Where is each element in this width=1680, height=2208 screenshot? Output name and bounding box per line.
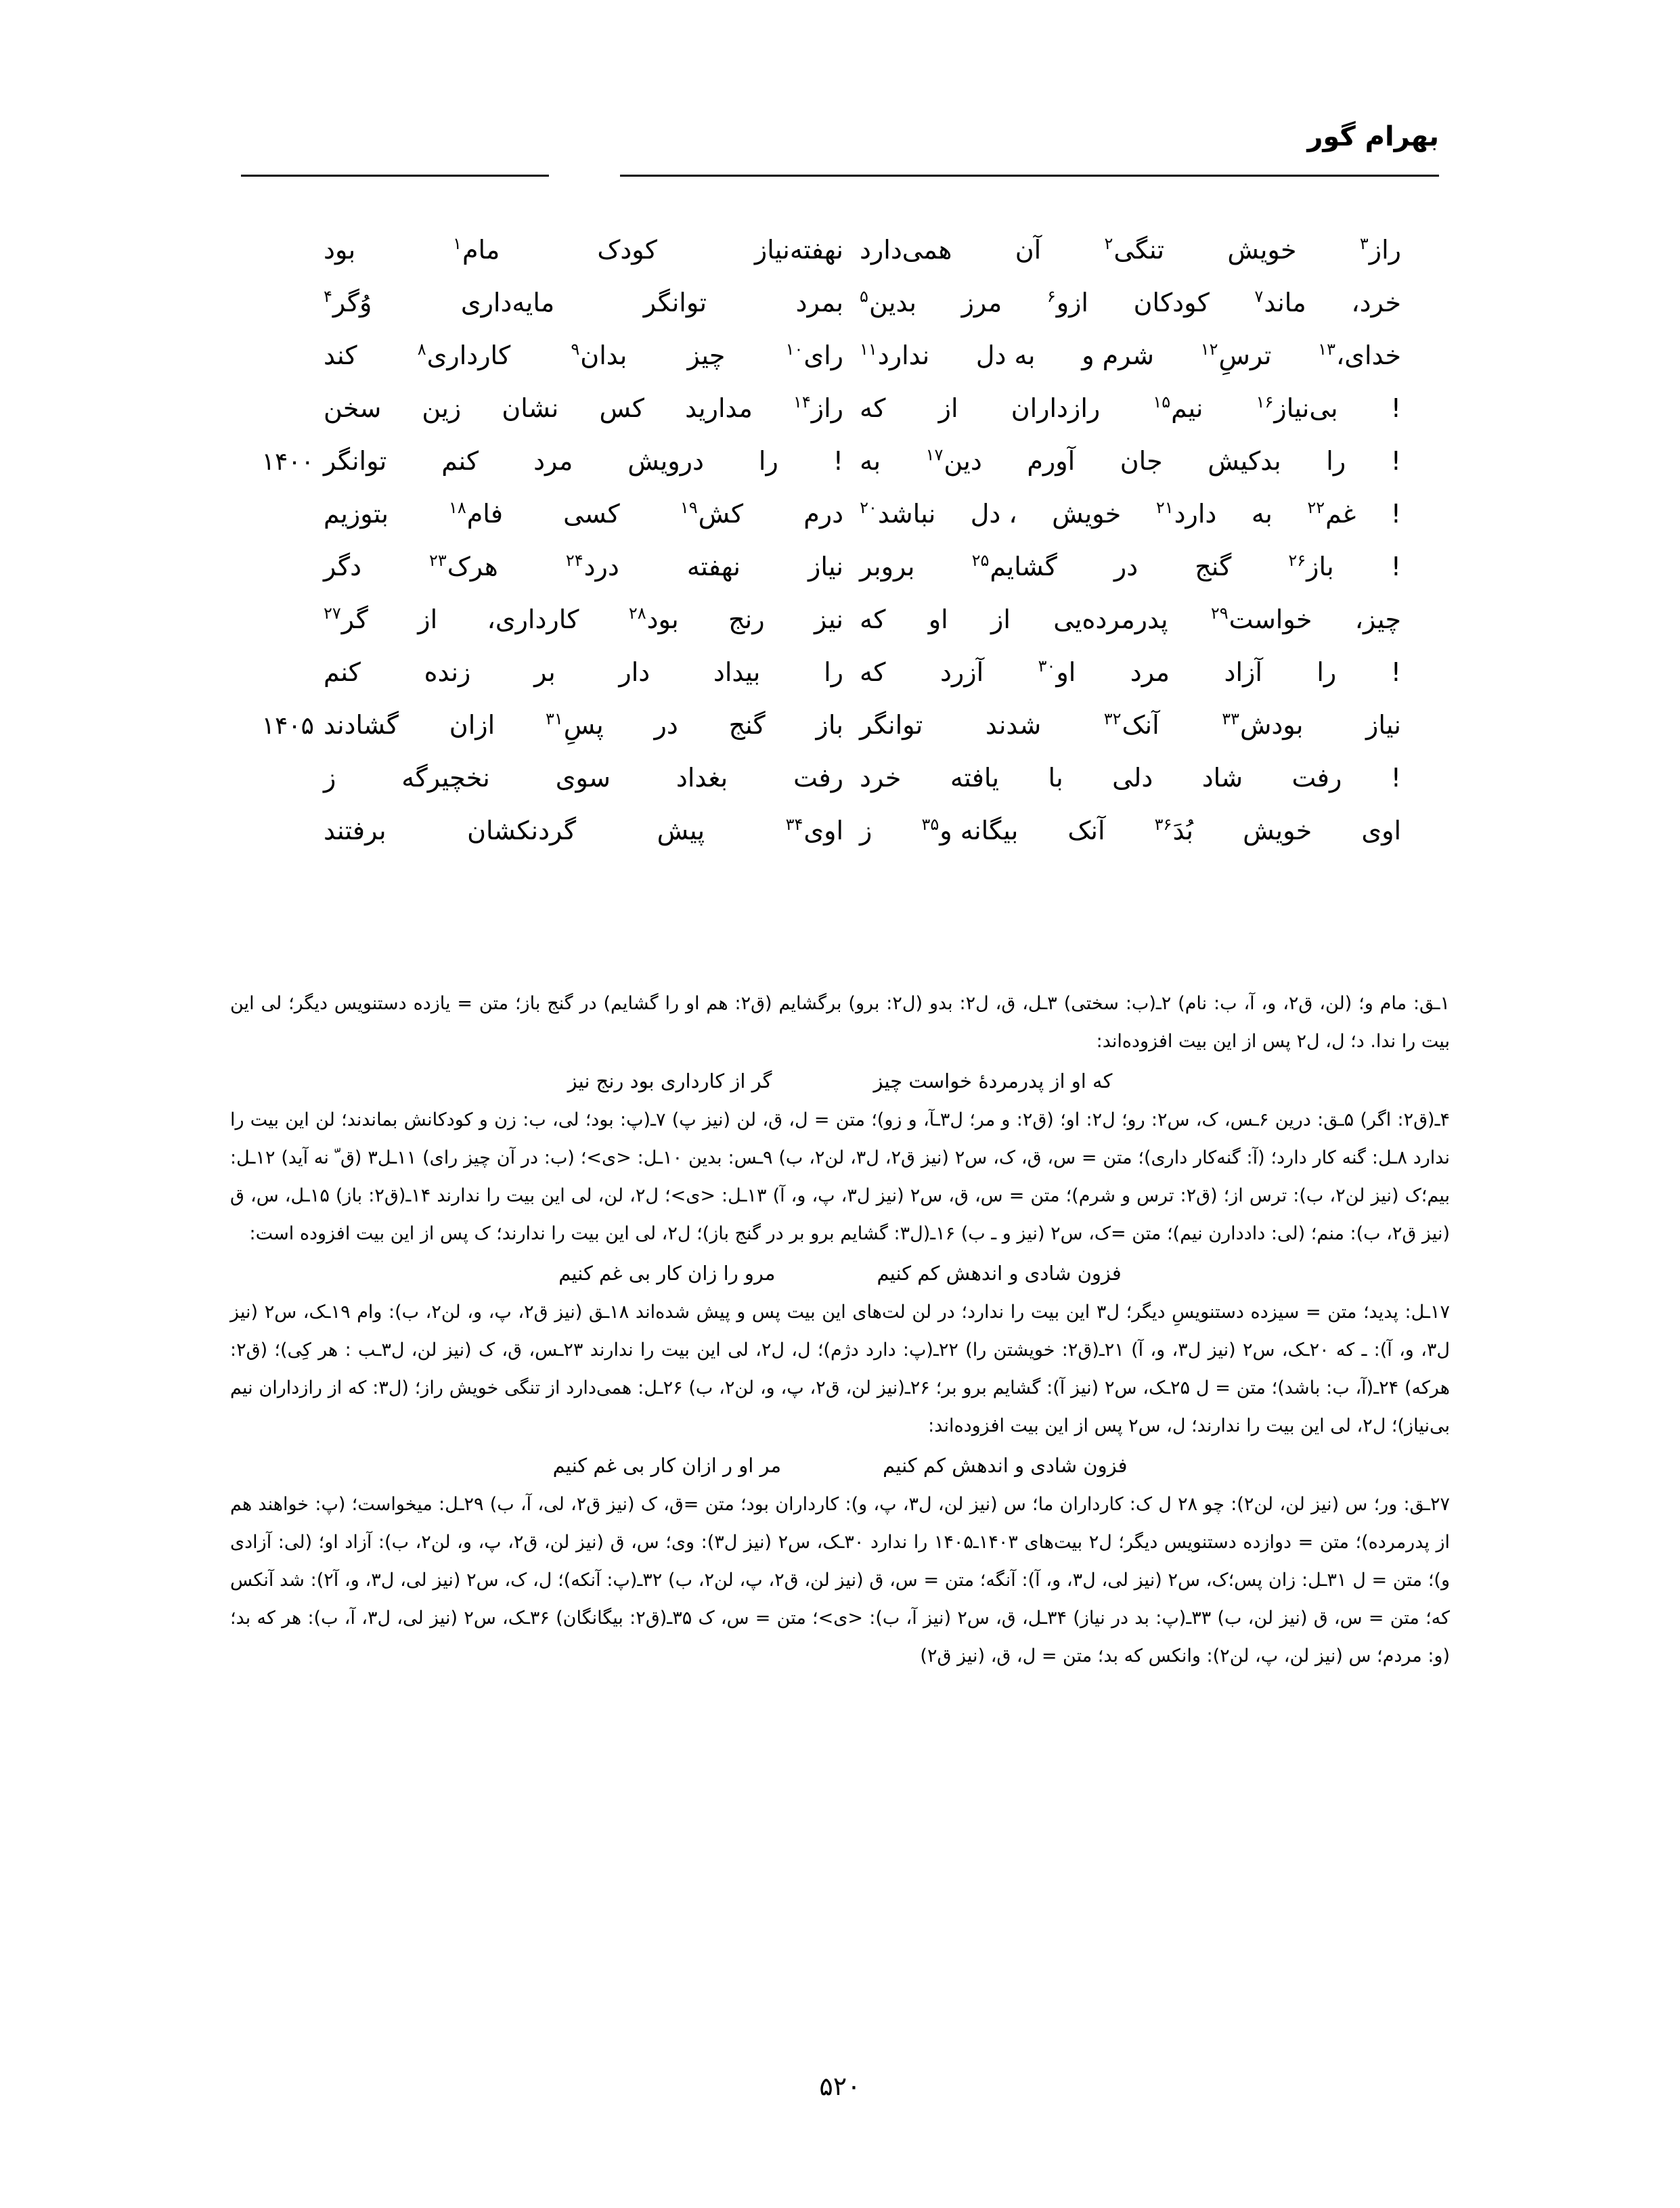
footnote-marker: ۱۲ xyxy=(1200,340,1218,359)
verse-word: رفت xyxy=(1291,763,1342,793)
verse-word: خدای،$^{۱۳}$ xyxy=(1318,340,1401,370)
hemistich-first xyxy=(241,804,850,857)
verse-word: پیش xyxy=(657,816,705,845)
verse-word: مرز xyxy=(961,288,1002,317)
footnote-marker: ۱۵ xyxy=(1153,393,1171,412)
verse-word: ترسِ$^{۱۲}$ xyxy=(1200,340,1272,370)
footnote-marker: ۱۱ xyxy=(860,340,877,359)
apparatus-paragraph: ۴ـ(ق۲: اگر) ۵ـق: درین ۶ـس، ک، س۲: رو؛ ل۲: او؛ (ق۲: و مر؛ ل۳ـآ، و زو)؛ متن = ل، ق، لن (نیز پ) ۷ـ(پ: بود؛ لی، ب: زن و کودکانش بماندند؛ لن این بیت را ندارد ۸ـل: گنه کار دارد؛ (آ: گنه‌کار داری)؛ متن = س، ق، ک، س۲ (نیز ق۲، ل۳، لن۲، ب) ۹ـس: بدین ۱۰ـل: <ی>؛ (ب: در آن چیز رای) ۱۱ـل۳ (ق ّ نه آید) ۱۲ـل: بیم؛ک (نیز لن۲، ب): ترس از؛ (ق۲: ترس و شرم)؛ متن = س، ق، س۲ (نیز ل۳، پ، و، آ) ۱۳ـل: <ی>؛ ل۲، لن، لی این بیت را ندارند ۱۴ـ(ق۲: باز) ۱۵ـل، س، ق (نیز ق۲، ب): منم؛ (لی: داددارن نیم)؛ متن =ک، س۲ (نیز و ـ ب) ۱۶ـ(ل۳: گشایم برو بر در گنج باز)؛ ل۲، لی این بیت را ندارند؛ ک پس از این بیت افزوده است: xyxy=(230,1109,1451,1244)
verse-word: بدان$^۹$ xyxy=(571,340,627,370)
footnote-marker: ۳ xyxy=(1359,234,1369,254)
verse-word: برفتند xyxy=(324,816,386,845)
verse-word: ! xyxy=(1390,552,1401,581)
verse-word: ! xyxy=(1390,393,1401,423)
quote-hemistich-first: مر او ر ازان کار بی غم کنیم xyxy=(552,1454,782,1477)
verse-word: هرک$^{۲۳}$ xyxy=(429,551,498,581)
verse-word: را xyxy=(1326,446,1346,476)
apparatus-paragraph: ۱۷ـل: پدید؛ متن = سیزده دستنویسِ دیگر؛ ل۳ این بیت را ندارد؛ در لن لت‌های این بیت پس و پیش شده‌اند ۱۸ـق (نیز ق۲، پ، و، لن۲، ب): وام ۱۹ـک، س۲ (نیز ل۳، و، آ): ـ که ۲۰ـک، س۲ (نیز ل۳، و، آ) ۲۱ـ(ق۲: خویشتن را) ۲۲ـ(پ: دارد دژم)؛ ل، ل۲، لی این بیت را ندارند ۲۳ـس، ق، ک (نیز لن، ل۳ـب : هر کِی)؛ (ق۲: هرکه) ۲۴ـ(آ، ب: باشد)؛ متن = ل ۲۵ـک، س۲ (نیز آ): گشایم برو بر؛ ۲۶ـ(نیز لن، ق۲، پ، و، لن۲، ب) ۲۶ـل: همی‌دارد از تنگی خویش راز؛ (ل۳: که از رازداران نیم بی‌نیاز)؛ ل۲، لی این بیت را ندارند؛ ل، س۲ پس از این بیت افزوده‌اند: xyxy=(230,1302,1450,1436)
hemistich-first xyxy=(241,540,850,593)
hemistich-second xyxy=(850,435,1439,487)
hemistich-second xyxy=(850,751,1439,804)
verse-word: نخچیرگه xyxy=(401,763,490,793)
apparatus-paragraph: ۲۷ـق: ور؛ س (نیز لن، لن۲): چو ۲۸ ل ک: کارداران ما؛ س (نیز لن، ل۳، پ، و): کارداران بود؛ متن =ق، ک (نیز ق۲، لی، آ، ب) ۲۹ـل: میخواست؛ (پ: خواهند هم از پدرمرده)؛ متن = دوازده دستنویس دیگر؛ ل۲ بیت‌های ۱۴۰۳ـ۱۴۰۵ را ندارد ۳۰ـک، س۲ (نیز ل۳): وی؛ س، ق (نیز لن، ق۲، پ، و، لن۲، ب): آزاد او؛ (لی: آزادی و)؛ متن = ل ۳۱ـل: زان پس؛ک، س۲ (نیز لی، ل۳، و، آ): آنگه؛ متن = س، ق (نیز لن، ق۲، پ، لن۲، ب) ۳۲ـ(پ: آنکه)؛ ل، ک، س۲ (نیز لی، ل۳، و، آ۲): شد آنکس که؛ متن = س، ق (نیز لن، ب) ۳۳ـ(پ: بد در نیاز) ۳۴ـل، ق، س۲ (نیز آ، ب): <ی>؛ متن = س، ک ۳۵ـ(ق۲: بیگانگان) ۳۶ـک، س۲ (نیز لی، ل۳، آ، ب): هر که بد؛ (و: مردم؛ س (نیز لن، پ، لن۲): وانکس که بد؛ متن = ل، ق، (نیز ق۲) xyxy=(230,1494,1451,1666)
verse-word: ! xyxy=(833,446,843,476)
footnote-marker: ۱۸ xyxy=(448,498,466,518)
footnote-marker: ۱۴ xyxy=(793,393,811,412)
hemistich-words xyxy=(314,487,850,540)
hemistich-second xyxy=(850,223,1439,276)
hemistich-first xyxy=(241,751,850,804)
verse-word: گنج xyxy=(728,710,766,740)
running-head xyxy=(241,121,1439,183)
hemistich-second xyxy=(850,646,1439,699)
verse-word: مرد xyxy=(1130,657,1170,687)
verse-word: بود$^{۲۸}$ xyxy=(628,604,679,634)
hemistich-second xyxy=(850,382,1439,435)
verse-word: خواست$^{۲۹}$ xyxy=(1210,604,1312,634)
verse-word: ز xyxy=(860,816,872,845)
verse-word: شاد xyxy=(1201,763,1243,793)
textual-apparatus xyxy=(230,985,1450,1675)
footnote-marker: ۹ xyxy=(571,340,580,359)
verse-word: شدند xyxy=(985,710,1042,740)
hemistich-second xyxy=(850,276,1439,329)
verse-word: گنج xyxy=(1195,552,1232,581)
verse-word: بمرد xyxy=(795,288,843,317)
verse-word: که xyxy=(860,657,886,687)
verse-word: مرد xyxy=(533,446,573,476)
hemistich-words xyxy=(850,699,1439,751)
verse-word: زین xyxy=(422,393,462,423)
verse-word: زنده xyxy=(424,657,471,687)
footnote-marker: ۲۲ xyxy=(1307,498,1325,518)
verse-line xyxy=(241,435,1439,487)
verse-word: ازو$^۶$ xyxy=(1046,287,1088,317)
header-rule-left xyxy=(241,175,549,177)
verse-word: را xyxy=(824,657,843,687)
verse-word: ندارد$^{۱۱}$ xyxy=(860,340,930,370)
verse-word: نیاز xyxy=(808,552,843,581)
verse-word: ازان xyxy=(449,710,495,740)
verse-word: گشایم$^{۲۵}$ xyxy=(971,551,1057,581)
verse-word: رنج xyxy=(728,604,765,634)
verse-word: باز xyxy=(816,710,843,740)
verse-line xyxy=(241,804,1439,857)
hemistich-words xyxy=(850,646,1439,699)
verse-word: را xyxy=(758,446,778,476)
verse-word: درد$^{۲۴}$ xyxy=(565,551,619,581)
footnote-marker: ۳۴ xyxy=(785,815,803,835)
hemistich-first xyxy=(241,435,850,489)
verse-word: مایه‌داری xyxy=(460,288,555,317)
verse-word: غم$^{۲۲}$ xyxy=(1307,498,1356,529)
quote-hemistich-first: مرو را زان کار بی غم کنیم xyxy=(558,1262,776,1285)
hemistich-words xyxy=(850,382,1439,435)
verse-word: نیاز xyxy=(1366,710,1401,740)
hemistich-words xyxy=(314,751,850,804)
apparatus-verse-quote xyxy=(230,1447,1450,1484)
footnote-marker: ۱ xyxy=(453,234,462,254)
verse-word: با xyxy=(1048,763,1063,793)
hemistich-first xyxy=(241,223,850,276)
verse-word: کنم xyxy=(324,657,361,687)
verse-word: دار xyxy=(619,657,650,687)
hemistich-first xyxy=(241,646,850,699)
verse-word: گشادند xyxy=(324,710,399,740)
hemistich-words xyxy=(850,223,1439,276)
hemistich-words xyxy=(850,751,1439,804)
verse-word: به دل xyxy=(975,340,1036,370)
hemistich-words xyxy=(314,276,850,329)
verse-word: ! xyxy=(1390,499,1401,529)
verse-word: بروبر xyxy=(860,552,915,581)
verse-word: در xyxy=(654,710,678,740)
verse-line xyxy=(241,751,1439,804)
quote-hemistich-second: فزون شادی و اندهش کم کنیم xyxy=(883,1454,1128,1477)
verse-word: نیز xyxy=(814,604,843,634)
verse-word: که xyxy=(860,393,886,423)
footnote-marker: ۷ xyxy=(1254,287,1264,307)
footnote-marker: ۲۹ xyxy=(1210,604,1229,623)
verse-line xyxy=(241,646,1439,699)
hemistich-words xyxy=(850,540,1439,593)
apparatus-verse-quote xyxy=(230,1062,1450,1100)
hemistich-words xyxy=(314,329,850,382)
hemistich-words xyxy=(850,487,1439,540)
hemistich-first xyxy=(241,699,850,753)
verse-word: باز$^{۲۶}$ xyxy=(1288,551,1334,581)
verse-word: کس xyxy=(599,393,644,423)
verse-word: در xyxy=(1113,552,1139,581)
apparatus-verse-quote xyxy=(230,1254,1450,1292)
verse-word: آزاد xyxy=(1224,657,1262,687)
hemistich-words xyxy=(850,329,1439,382)
verse-line xyxy=(241,276,1439,329)
verse-word: سوی xyxy=(555,763,611,793)
verse-word: راز$^۳$ xyxy=(1359,234,1401,265)
verse-word: خویش xyxy=(1243,816,1312,845)
hemistich-second xyxy=(850,540,1439,593)
verse-word: رفت xyxy=(793,763,843,793)
verse-word: بر xyxy=(534,657,556,687)
verse-word: از xyxy=(418,604,438,634)
hemistich-first xyxy=(241,276,850,329)
verse-word: راز$^{۱۴}$ xyxy=(793,393,843,423)
verse-word: او xyxy=(928,604,948,634)
verse-word: دلی xyxy=(1112,763,1153,793)
verse-number: ۱۴۰۵ xyxy=(261,712,314,740)
verse-word: جان xyxy=(1120,446,1163,476)
footnote-marker: ۲۵ xyxy=(971,551,990,571)
verse-word: ! xyxy=(1390,763,1401,793)
verse-word: خویش xyxy=(1227,235,1297,265)
verse-word: توانگر xyxy=(324,446,387,476)
footnote-marker: ۲ xyxy=(1104,234,1113,254)
verse-word: بیگانه و$^{۳۵}$ xyxy=(921,815,1019,845)
verse-word: ماند$^۷$ xyxy=(1254,287,1306,317)
verse-line xyxy=(241,540,1439,593)
verse-word: خرد، xyxy=(1351,288,1401,317)
hemistich-words xyxy=(314,435,850,487)
footnote-marker: ۲۶ xyxy=(1288,551,1306,571)
verse-word: بغداد xyxy=(676,763,728,793)
footnote-marker: ۱۹ xyxy=(680,498,698,518)
verse-word: ! xyxy=(1390,446,1401,476)
footnote-marker: ۱۳ xyxy=(1318,340,1335,359)
verse-line xyxy=(241,223,1439,276)
verse-word: ز xyxy=(324,763,336,793)
verse-word: بی‌نیاز$^{۱۶}$ xyxy=(1256,393,1338,423)
hemistich-first xyxy=(241,329,850,382)
verse-word: کارداری، xyxy=(487,604,579,634)
hemistich-words xyxy=(850,435,1439,487)
footnote-marker: ۲۳ xyxy=(429,551,447,571)
verse-word: مام$^۱$ xyxy=(453,234,500,265)
verse-word: مدارید xyxy=(685,393,753,423)
footnote-marker: ۵ xyxy=(860,287,868,307)
footnote-marker: ۳۶ xyxy=(1154,815,1172,835)
hemistich-second xyxy=(850,804,1439,857)
quote-hemistich-second: که او از پدرمردهٔ خواست چیز xyxy=(873,1069,1113,1092)
hemistich-words xyxy=(850,804,1439,857)
verse-word: آنک xyxy=(1067,816,1105,845)
footnote-marker: ۲۴ xyxy=(565,551,583,571)
verse-word: ، دل xyxy=(970,499,1017,529)
hemistich-second xyxy=(850,593,1439,646)
footnote-marker: ۴ xyxy=(324,287,332,307)
verse-word: تنگی$^۲$ xyxy=(1104,234,1165,265)
hemistich-words xyxy=(314,804,850,857)
verse-word: دین$^{۱۷}$ xyxy=(925,445,982,476)
hemistich-first xyxy=(241,382,850,435)
hemistich-second xyxy=(850,329,1439,382)
verse-word: رای$^{۱۰}$ xyxy=(785,340,843,370)
verse-word: نباشد$^{۲۰}$ xyxy=(860,498,936,529)
footnote-marker: ۲۰ xyxy=(860,498,877,518)
verse-word: کودک xyxy=(597,235,657,265)
hemistich-words xyxy=(314,540,850,593)
verse-line xyxy=(241,382,1439,435)
hemistich-words xyxy=(850,593,1439,646)
verse-word: از xyxy=(938,393,958,423)
verse-number: ۱۴۰۰ xyxy=(261,448,314,476)
verse-word: بدین$^۵$ xyxy=(860,287,916,317)
verse-word: که xyxy=(860,604,886,634)
verse-word: بود xyxy=(324,235,356,265)
verse-word: شرم و xyxy=(1082,340,1154,370)
footnote-marker: ۳۲ xyxy=(1103,709,1122,729)
verse-word: آورم xyxy=(1027,446,1076,476)
footnote-marker: ۲۱ xyxy=(1155,498,1174,518)
hemistich-words xyxy=(850,276,1439,329)
hemistich-words xyxy=(314,699,850,751)
verse-word: بتوزیم xyxy=(324,499,389,529)
hemistich-second xyxy=(850,699,1439,751)
verse-line xyxy=(241,487,1439,540)
verse-word: از xyxy=(991,604,1011,634)
verse-word: درم xyxy=(803,499,843,529)
verse-word: دگر xyxy=(324,552,361,581)
verse-word: فام$^{۱۸}$ xyxy=(448,498,504,529)
verse-word: آنک$^{۳۲}$ xyxy=(1103,709,1159,740)
hemistich-second xyxy=(850,487,1439,540)
footnote-marker: ۲۸ xyxy=(628,604,646,623)
hemistich-first xyxy=(241,487,850,540)
footnote-marker: ۱۶ xyxy=(1256,393,1274,412)
verse-word: دارد$^{۲۱}$ xyxy=(1155,498,1217,529)
verse-line xyxy=(241,329,1439,382)
footnote-marker: ۱۷ xyxy=(925,445,944,465)
running-title: بهرام گور xyxy=(1307,121,1439,152)
verse-word: سخن xyxy=(324,393,382,423)
verse-word: همی‌دارد xyxy=(860,235,952,265)
verse-word: پسِ$^{۳۱}$ xyxy=(545,709,604,740)
hemistich-words xyxy=(314,382,850,435)
footnote-marker: ۶ xyxy=(1046,287,1056,307)
footnote-marker: ۳۵ xyxy=(921,815,940,835)
verse-word: کش$^{۱۹}$ xyxy=(680,498,744,529)
verse-word: کنم xyxy=(441,446,479,476)
verse-word: اوی xyxy=(1361,816,1401,845)
verse-word: پدرمرده‌یی xyxy=(1053,604,1168,634)
verse-word: کسی xyxy=(563,499,620,529)
verse-word: درویش xyxy=(627,446,704,476)
verse-word: نیم$^{۱۵}$ xyxy=(1153,393,1203,423)
verse-block xyxy=(241,223,1439,857)
verse-word: توانگر xyxy=(860,710,923,740)
verse-word: بُدَ$^{۳۶}$ xyxy=(1154,815,1193,845)
quote-hemistich-second: فزون شادی و اندهش کم کنیم xyxy=(877,1262,1122,1285)
verse-word: بودش$^{۳۳}$ xyxy=(1222,709,1304,740)
verse-word: نهفته xyxy=(686,552,740,581)
page-number: ۵۲۰ xyxy=(819,2071,861,2101)
footnote-marker: ۳۱ xyxy=(545,709,563,729)
verse-word: رازداران xyxy=(1011,393,1101,423)
verse-word: چیز، xyxy=(1354,604,1401,634)
verse-word: کارداری$^۸$ xyxy=(417,340,511,370)
verse-word: نهفته‌نیاز xyxy=(754,235,843,265)
verse-line xyxy=(241,699,1439,751)
hemistich-first xyxy=(241,593,850,646)
verse-word: وُگر$^۴$ xyxy=(324,287,372,317)
verse-word: توانگر xyxy=(643,288,707,317)
footnote-marker: ۳۳ xyxy=(1222,709,1239,729)
footnote-marker: ۸ xyxy=(417,340,426,359)
hemistich-words xyxy=(314,593,850,646)
quote-hemistich-first: گر از کارداری بود رنج نیز xyxy=(567,1069,772,1092)
hemistich-words xyxy=(314,646,850,699)
footnote-marker: ۱۰ xyxy=(785,340,803,359)
verse-word: او$^{۳۰}$ xyxy=(1038,657,1076,687)
verse-word: خویش xyxy=(1052,499,1122,529)
verse-word: آن xyxy=(1015,235,1042,265)
verse-word: چیز xyxy=(687,340,726,370)
verse-word: بیداد xyxy=(713,657,761,687)
verse-word: ! xyxy=(1390,657,1401,687)
verse-word: یافته xyxy=(950,763,1000,793)
verse-word: بدکیش xyxy=(1208,446,1281,476)
footnote-marker: ۲۷ xyxy=(324,604,341,623)
verse-word: را xyxy=(1317,657,1337,687)
verse-word: گردنکشان xyxy=(467,816,577,845)
verse-word: به xyxy=(860,446,881,476)
footnote-marker: ۳۰ xyxy=(1038,657,1056,676)
apparatus-paragraph: ۱ـق: مام و؛ (لن، ق۲، و، آ، ب: نام) ۲ـ(ب: سختی) ۳ـل، ق، ل۲: بدو (ل۲: برو) برگشایم (ق۲: هم او را گشایم) در گنج باز؛ متن = یازده دستنویس دیگر؛ لی این بیت را ندا. د؛ ل، ل۲ پس از این بیت افزوده‌اند: xyxy=(230,993,1450,1052)
hemistich-words xyxy=(314,223,850,276)
verse-word: آزرد xyxy=(940,657,984,687)
verse-line xyxy=(241,593,1439,646)
verse-word: کند xyxy=(324,340,357,370)
verse-word: نشان xyxy=(502,393,559,423)
verse-word: اوی$^{۳۴}$ xyxy=(785,815,843,845)
verse-word: گر$^{۲۷}$ xyxy=(324,604,368,634)
verse-word: کودکان xyxy=(1133,288,1210,317)
verse-word: به xyxy=(1251,499,1273,529)
verse-word: خرد xyxy=(860,763,902,793)
